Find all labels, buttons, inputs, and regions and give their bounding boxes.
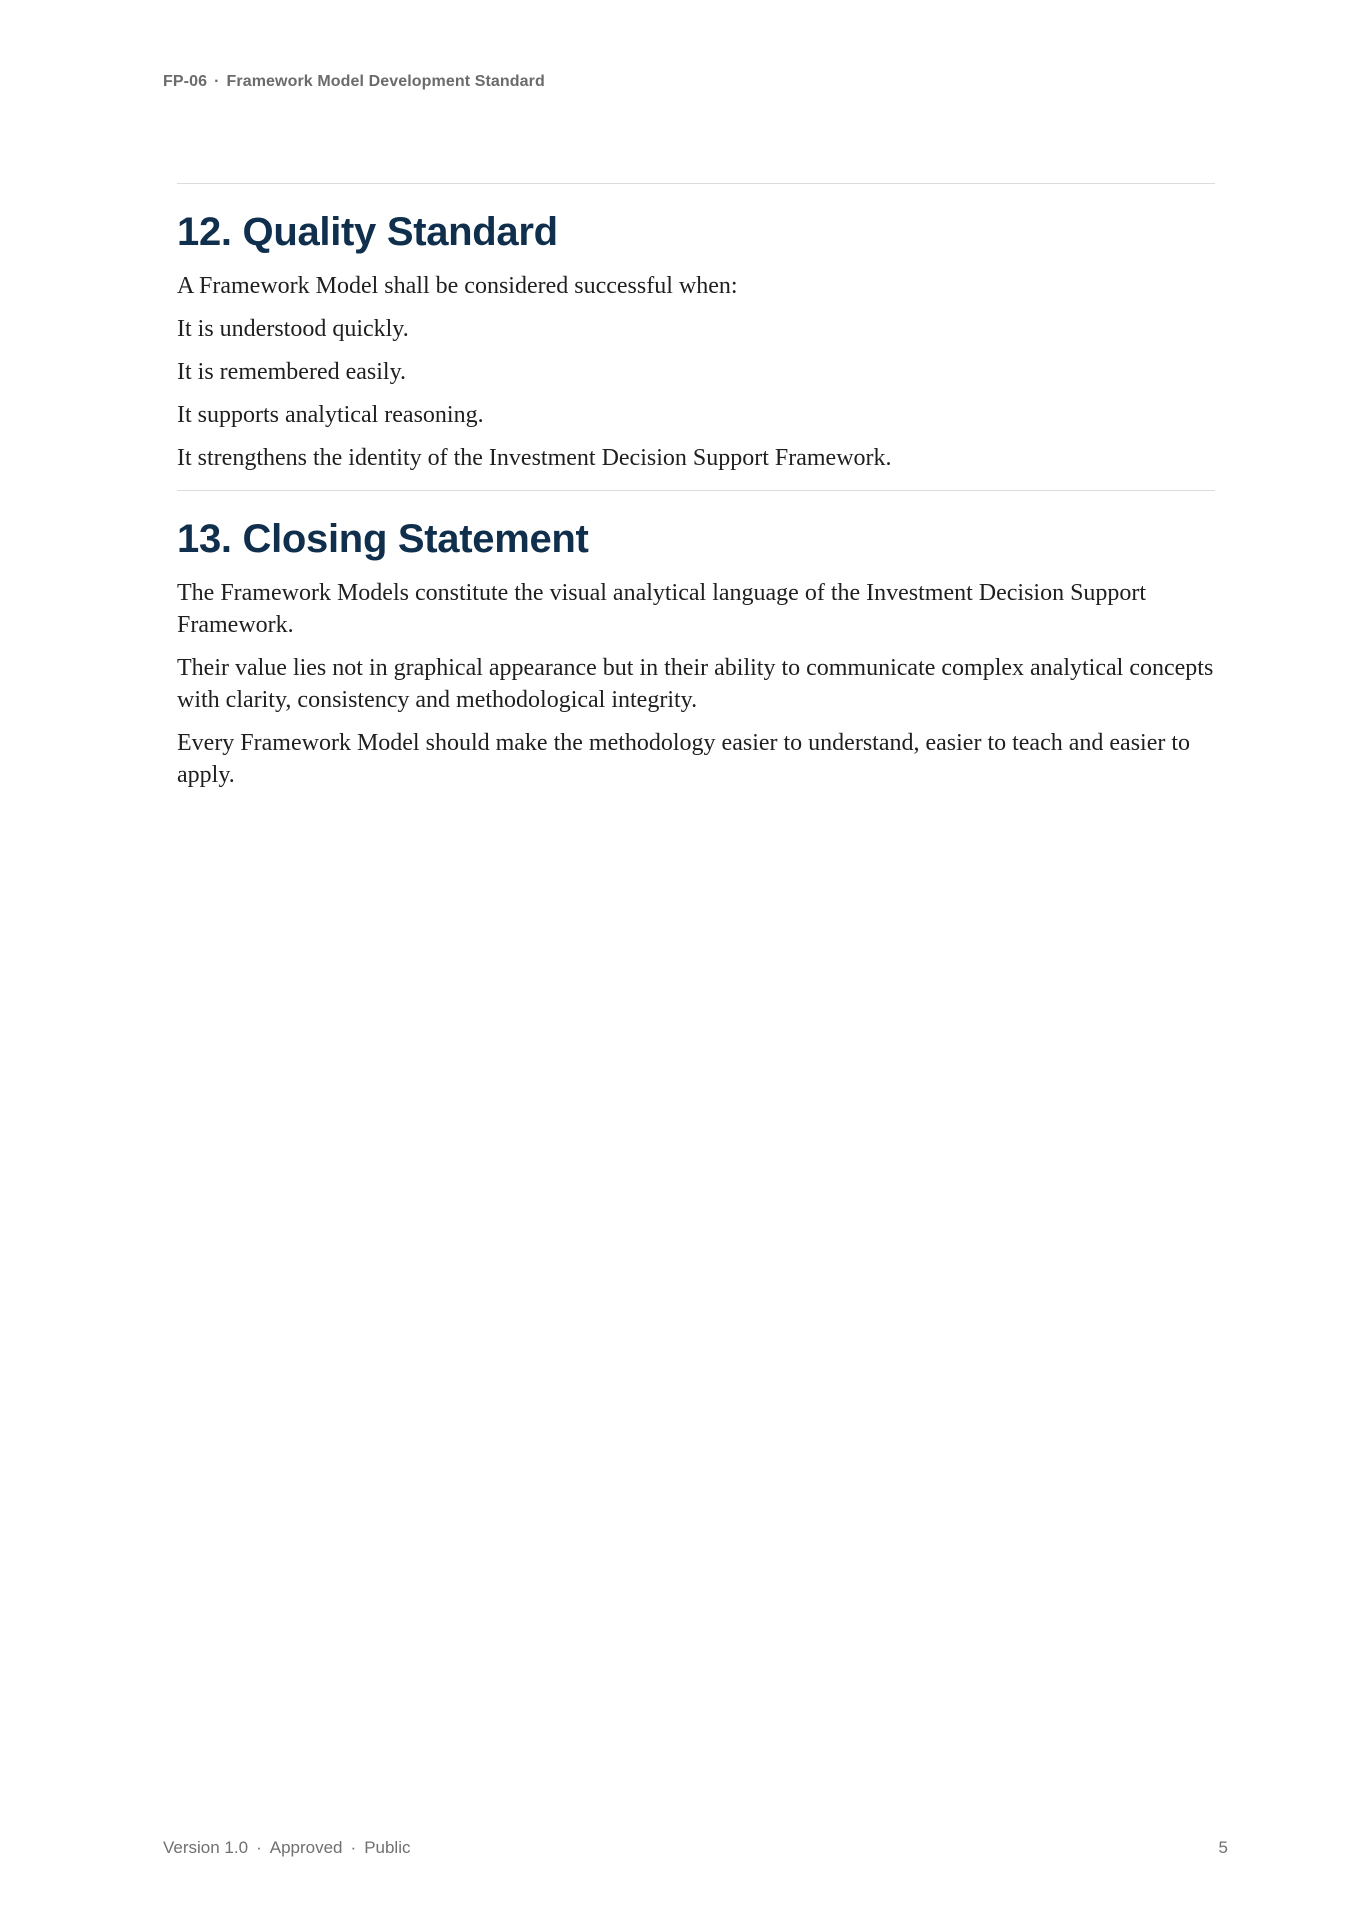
section-quality-standard xyxy=(177,206,1215,491)
running-footer xyxy=(163,1838,411,1858)
section-paragraph: Every Framework Model should make the methodology easier to understand, easier to teach and easier to apply. xyxy=(177,730,1191,788)
section-heading: 13. Closing Statement xyxy=(177,517,589,561)
classification-label: Public xyxy=(364,1838,411,1857)
status-label: Approved xyxy=(269,1838,343,1857)
section-heading: 12. Quality Standard xyxy=(177,210,558,254)
document-code: FP-06 xyxy=(163,73,208,90)
section-paragraph: It is remembered easily. xyxy=(177,359,407,385)
page-content xyxy=(177,183,1215,802)
section-divider xyxy=(177,490,1215,491)
section-paragraph: It supports analytical reasoning. xyxy=(177,402,484,428)
section-closing-statement xyxy=(177,513,1215,791)
section-paragraph: Their value lies not in graphical appearance but in their ability to communicate complex analytical concepts with clarity, consistency and methodological integrity. xyxy=(177,655,1214,713)
section-paragraph: The Framework Models constitute the visual analytical language of the Investment Decision Support Framework. xyxy=(177,580,1147,638)
section-paragraph: A Framework Model shall be considered successful when: xyxy=(177,273,738,299)
version-label: Version 1.0 xyxy=(163,1838,249,1857)
section-paragraph: It is understood quickly. xyxy=(177,316,409,342)
running-header xyxy=(163,73,545,91)
document-title: Framework Model Development Standard xyxy=(226,73,545,90)
footer-separator: · xyxy=(256,1838,262,1857)
section-paragraph: It strengthens the identity of the Investment Decision Support Framework. xyxy=(177,445,892,471)
page-number: 5 xyxy=(1218,1838,1228,1857)
section-divider xyxy=(177,183,1215,184)
footer-separator: · xyxy=(350,1838,357,1857)
header-separator: · xyxy=(214,73,220,90)
